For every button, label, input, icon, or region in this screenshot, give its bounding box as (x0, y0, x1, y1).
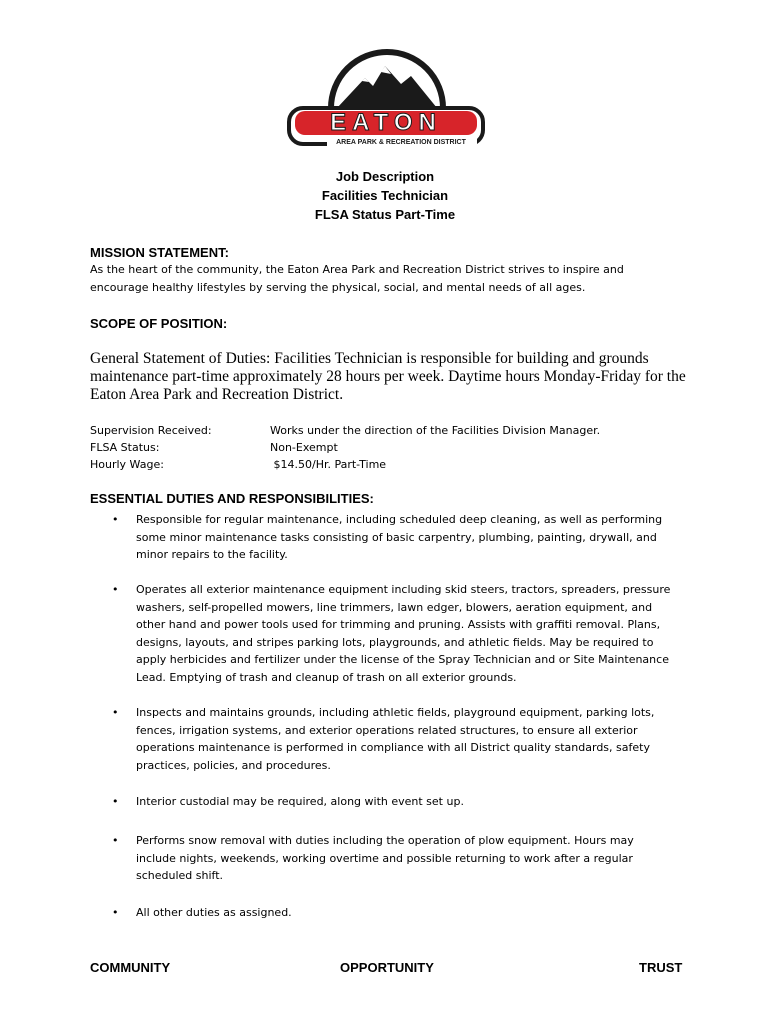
duty-line: scheduled shift. (136, 869, 224, 882)
duty-line: designs, layouts, and stripes parking lots, playgrounds, and athletic fields. May be required to (136, 635, 654, 649)
scope-line: maintenance part-time approximately 28 hours per week. Daytime hours Monday-Friday for the (90, 368, 686, 385)
duties-heading: ESSENTIAL DUTIES AND RESPONSIBILITIES: (90, 491, 374, 506)
mission-text (90, 261, 690, 297)
document-title-block (0, 167, 770, 224)
bullet-icon: • (112, 706, 119, 719)
duty-line: apply herbicides and fertilizer under the license of the Spray Technician and or Site Maintenance (136, 653, 669, 666)
duty-line: washers, self-propelled mowers, line trimmers, lawn edger, blowers, aeration equipment, and (136, 600, 653, 614)
logo-subtitle: AREA PARK & RECREATION DISTRICT (336, 139, 466, 146)
bullet-icon: • (112, 906, 119, 919)
bullet-icon: • (112, 513, 119, 526)
mountain-logo-graphic (285, 48, 487, 150)
flsa-status-title: FLSA Status Part-Time (314, 207, 456, 222)
mission-heading: MISSION STATEMENT: (90, 245, 229, 260)
logo-wordmark: EATON (330, 109, 442, 136)
mission-line: encourage healthy lifestyles by serving the physical, social, and mental needs of all ages. (90, 281, 586, 294)
duty-line: Operates all exterior maintenance equipment including skid steers, tractors, spreaders, pressure (136, 583, 671, 596)
scope-line: Eaton Area Park and Recreation District. (90, 386, 344, 403)
footer-trust: TRUST (639, 960, 683, 975)
eaton-logo (285, 48, 487, 150)
footer-opportunity: OPPORTUNITY (340, 960, 434, 975)
info-value: Works under the direction of the Facilities Division Manager. (270, 424, 601, 437)
footer-community: COMMUNITY (90, 960, 171, 975)
duty-line: minor repairs to the facility. (136, 548, 288, 561)
duty-line: other hand and power tools used for trimming and pruning. Assists with graffiti removal. Plans, (136, 618, 661, 631)
scope-heading: SCOPE OF POSITION: (90, 316, 228, 331)
doc-title: Job Description (335, 169, 435, 184)
scope-text (90, 350, 690, 404)
bullet-icon: • (112, 795, 119, 808)
duty-line: Interior custodial may be required, along with event set up. (136, 795, 464, 808)
scope-line: General Statement of Duties: Facilities Technician is responsible for building and grounds (90, 350, 649, 367)
duty-line: Responsible for regular maintenance, including scheduled deep cleaning, as well as performing (136, 513, 663, 526)
bullet-icon: • (112, 834, 119, 847)
duty-line: some minor maintenance tasks consisting of basic carpentry, plumbing, painting, drywall, and (136, 530, 657, 544)
job-title: Facilities Technician (321, 188, 449, 203)
duty-line: operations maintenance is performed in compliance with all District quality standards, safety (136, 741, 650, 754)
info-label: FLSA Status: (90, 441, 160, 454)
info-label: Hourly Wage: (90, 458, 164, 471)
bullet-icon: • (112, 583, 119, 596)
info-value: $14.50/Hr. Part-Time (270, 458, 387, 471)
duty-line: Lead. Emptying of trash and cleanup of trash on all exterior grounds. (136, 670, 517, 684)
info-value: Non-Exempt (270, 441, 338, 454)
duty-line: fences, irrigation systems, and exterior operations related structures, to ensure all exterior (136, 723, 638, 737)
duty-line: include nights, weekends, working overtime and possible returning to work after a regular (136, 851, 633, 865)
info-label: Supervision Received: (90, 424, 212, 437)
duty-line: All other duties as assigned. (136, 906, 292, 919)
duty-line: Performs snow removal with duties including the operation of plow equipment. Hours may (136, 834, 634, 847)
duty-line: Inspects and maintains grounds, including athletic fields, playground equipment, parking lots, (136, 706, 655, 719)
mission-line: As the heart of the community, the Eaton Area Park and Recreation District strives to inspire and (90, 263, 624, 276)
duty-line: practices, policies, and procedures. (136, 758, 331, 772)
